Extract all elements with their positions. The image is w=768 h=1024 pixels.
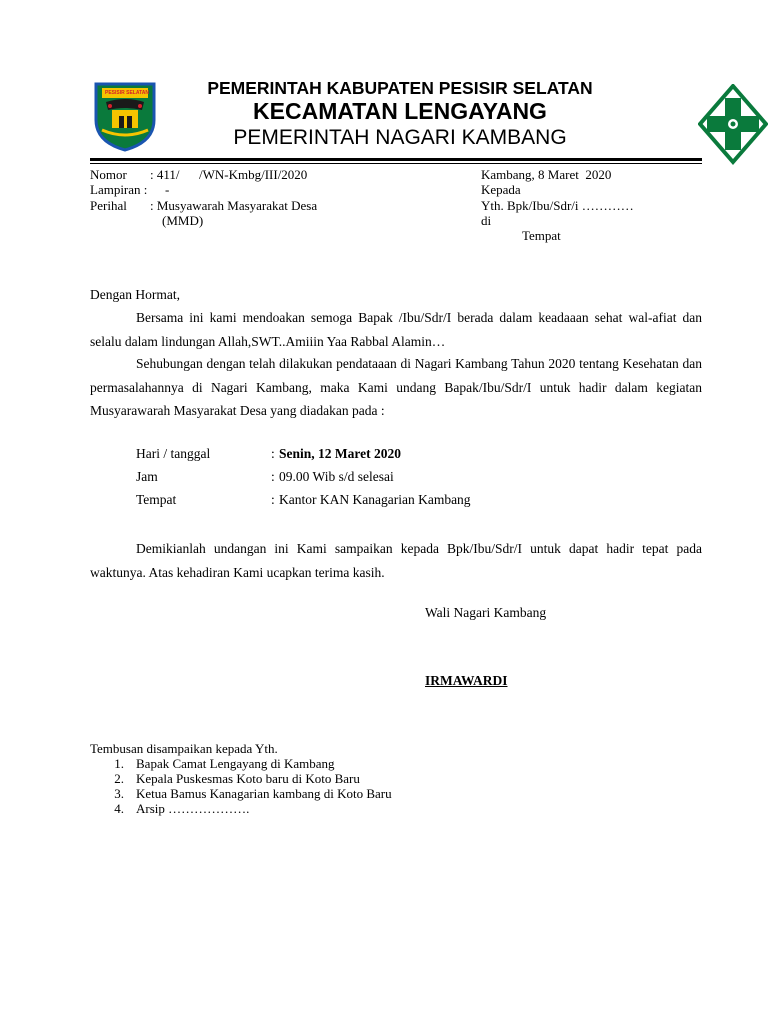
logo-caption: PESISIR SELATAN: [105, 90, 149, 96]
detail-sep-date: :: [271, 446, 275, 461]
cc-item-text: Bapak Camat Lengayang di Kambang: [136, 756, 335, 771]
detail-value-place: Kantor KAN Kanagarian Kambang: [279, 492, 471, 507]
di-label: di: [481, 213, 492, 228]
salutation: Dengan Hormat,: [90, 287, 180, 302]
paragraph-2-text: Sehubungan dengan telah dilakukan pendataaan di Nagari Kambang Tahun 2020 tentang Kesehatan dan permasalahannya di Nagari Kambang, maka Kami undang Bapak/Ibu/Sdr/I untuk hadir dalam kegiatan Musyarawarah Masyarakat Desa yang diadakan pada :: [90, 356, 702, 418]
perihal-value: : Musyawarah Masyarakat Desa: [150, 198, 318, 213]
cc-item: [0, 801, 768, 816]
perihal-value-cont: (MMD): [162, 213, 204, 228]
header-rule-thick: [90, 158, 702, 161]
signatory-name: IRMAWARDI: [425, 673, 508, 688]
detail-value-time: 09.00 Wib s/d selesai: [279, 469, 394, 484]
regency-logo: [92, 80, 158, 152]
header-line-3: PEMERINTAH NAGARI KAMBANG: [233, 126, 567, 149]
closing-paragraph: [90, 537, 702, 584]
cc-item-text: Arsip ……………….: [136, 801, 250, 816]
cc-item-number: 1.: [114, 756, 124, 771]
closing-paragraph-text: Demikianlah undangan ini Kami sampaikan kepada Bpk/Ibu/Sdr/I untuk dapat hadir tepat pada waktunya. Atas kehadiran Kami ucapkan terima kasih.: [90, 541, 702, 580]
lampiran-value: -: [165, 182, 170, 197]
cc-item-number: 2.: [114, 771, 124, 786]
paragraph-1: [90, 306, 702, 353]
paragraph-1-text: Bersama ini kami mendoakan semoga Bapak /Ibu/Sdr/I berada dalam keadaaan sehat wal-afiat dan selalu dalam lindungan Allah,SWT..Amiiin Yaa Rabbal Alamin…: [90, 310, 702, 349]
kepada-label: Kepada: [481, 182, 521, 197]
signatory-title: Wali Nagari Kambang: [425, 605, 547, 620]
cc-item-text: Ketua Bamus Kanagarian kambang di Koto Baru: [136, 786, 392, 801]
health-cross-logo: [698, 84, 768, 168]
detail-label-date: Hari / tanggal: [136, 446, 211, 461]
detail-label-time: Jam: [136, 469, 158, 484]
detail-label-place: Tempat: [136, 492, 177, 507]
header-rule-thin: [90, 163, 702, 164]
cc-item: [0, 786, 768, 801]
nomor-label: Nomor: [90, 167, 127, 182]
paragraph-2: [90, 352, 702, 423]
recipient: Yth. Bpk/Ibu/Sdr/i …………: [481, 198, 634, 213]
tempat-label: Tempat: [522, 228, 561, 243]
detail-sep-time: :: [271, 469, 275, 484]
cc-item-text: Kepala Puskesmas Koto baru di Koto Baru: [136, 771, 360, 786]
lampiran-label: Lampiran :: [90, 182, 148, 197]
detail-sep-place: :: [271, 492, 275, 507]
cc-item: [0, 756, 768, 771]
perihal-label: Perihal: [90, 198, 127, 213]
letter-date: Kambang, 8 Maret 2020: [481, 167, 612, 182]
cc-heading: Tembusan disampaikan kepada Yth.: [90, 741, 278, 756]
header-line-2: KECAMATAN LENGAYANG: [253, 98, 547, 124]
cc-item: [0, 771, 768, 786]
header-line-1: PEMERINTAH KABUPATEN PESISIR SELATAN: [207, 78, 593, 98]
detail-value-date: Senin, 12 Maret 2020: [279, 446, 401, 461]
cc-item-number: 4.: [114, 801, 124, 816]
cc-item-number: 3.: [114, 786, 124, 801]
nomor-value: : 411/ /WN-Kmbg/III/2020: [150, 167, 308, 182]
